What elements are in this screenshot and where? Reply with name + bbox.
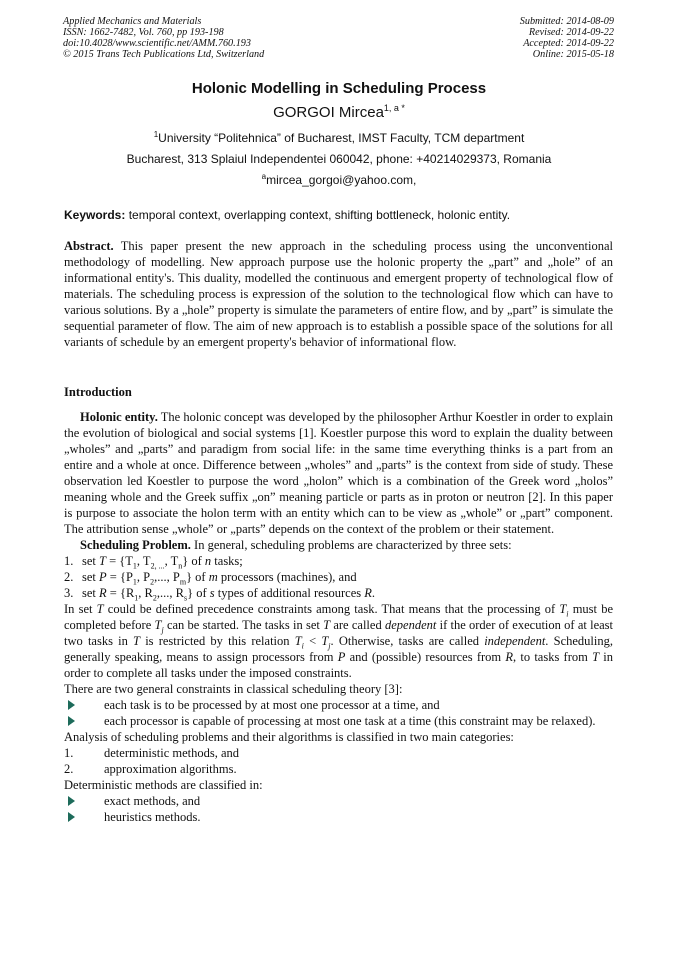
set-var: P <box>99 570 107 584</box>
constraint-text: each task is to be processed by at most one processor at a time, and <box>104 698 440 712</box>
para-text: if the order of execution of at least two tasks in <box>64 618 614 648</box>
set-text: } of <box>186 570 209 584</box>
period: . <box>371 586 376 600</box>
para-text: can be started. The tasks in set <box>163 618 324 632</box>
author-email: mircea_gorgoi@yahoo.com, <box>266 173 417 187</box>
set-text: , T <box>136 554 151 568</box>
deterministic-line: Deterministic methods are classified in: <box>64 778 263 792</box>
holonic-label: Holonic entity. <box>80 410 158 424</box>
set-text: = {T <box>105 554 133 568</box>
math-var: T <box>323 618 331 632</box>
journal-name: Applied Mechanics and Materials <box>63 16 202 27</box>
emphasis: dependent <box>384 618 437 632</box>
journal-header-left <box>63 16 264 60</box>
author-sup: 1, a * <box>383 103 405 113</box>
set-item-3 <box>64 585 613 601</box>
para-text: must be completed before <box>64 602 613 632</box>
list-number: 2. <box>64 762 74 776</box>
triangle-bullet-icon <box>68 812 75 822</box>
paper-title: Holonic Modelling in Scheduling Process <box>191 80 487 97</box>
list-number: 1. <box>64 746 74 760</box>
set-item-1 <box>64 553 613 569</box>
math-var: T <box>154 618 162 632</box>
math-var: T <box>133 634 140 648</box>
set-var: T <box>99 554 106 568</box>
holonic-text: The holonic concept was developed by the philosopher Arthur Koestler in order to explain the evolution of biological and social systems [1]. Koestler purpose this word to explain the duality between „wholes” and „parts” and paradigm from social life: in the same time everything thinks is a part from an entire and a whole at once. Difference between „wholes” and „parts” is the context from side of study. These observation led Koestler to purpose the word „holon” which is a combination of the Greek word „holos” meaning whole and the Greek suffix „on” meaning particle or parts as in proton or neutron [2]. In this paper is purpose to associate the holon term with an entity which can to be view as „whole” or „part” component. The attribution sense „whole” or „parts” depends on the context of the problem or their statement. <box>64 410 613 536</box>
date-revised: Revised: 2014-09-22 <box>528 27 614 38</box>
math-sub: j <box>328 641 331 651</box>
math-var: T <box>96 602 104 616</box>
set-text: processors (machines), and <box>217 570 357 584</box>
keywords <box>64 208 616 222</box>
category-item-2 <box>64 761 613 777</box>
holonic-paragraph <box>64 409 613 537</box>
set-sub: 1 <box>134 593 139 603</box>
constraint-text: each processor is capable of processing at most one task at a time (this constraint may be relaxed). <box>104 714 596 728</box>
math-var: T <box>294 634 302 648</box>
scheduling-label: Scheduling Problem. <box>80 538 191 552</box>
abstract-text: This paper present the new approach in the scheduling process using the unconventional methodology of modelling. New approach purpose use the holonic property the „part” and „hole” of an informational entity's. This duality, modelled the continuous and emergent property of technological flow of materials. The scheduling process is expression of the solution to the technological flow which can have to various solutions. By a „hole” property is simulate the parameters of entire flow, and by „part” is simulate the sequential parameter of flow. The aim of new approach is to establish a possible space of the solutions for all variants of schedule by an emergent property's behavior of informational flow. <box>64 239 613 349</box>
date-submitted: Submitted: 2014-08-09 <box>519 16 614 27</box>
category-text: approximation algorithms. <box>104 762 237 776</box>
triangle-bullet-icon <box>68 700 75 710</box>
journal-copyright: © 2015 Trans Tech Publications Ltd, Switzerland <box>63 49 265 60</box>
set-text: , R <box>138 586 153 600</box>
affiliation-sup: 1 <box>153 130 159 139</box>
set-sub: s <box>183 593 188 603</box>
para-text: is restricted by this relation <box>140 634 295 648</box>
affiliation-line-1 <box>0 131 678 145</box>
set-var: R <box>99 586 107 600</box>
constraints-intro: There are two general constraints in classical scheduling theory [3]: <box>64 682 403 696</box>
math-var: T <box>592 650 600 664</box>
set-text: = {P <box>106 570 133 584</box>
math-var: T <box>321 634 329 648</box>
set-sub: 1 <box>132 577 137 587</box>
email-sup: a <box>261 172 267 181</box>
set-count: s <box>209 586 215 600</box>
para-text: are called <box>330 618 385 632</box>
affiliation-text-1: University “Politehnica” of Bucharest, IMST Faculty, TCM department <box>158 131 525 145</box>
set-sub: 1 <box>132 561 137 571</box>
constraint-item-1 <box>64 697 613 713</box>
abstract-label: Abstract. <box>64 239 114 253</box>
set-item-2 <box>64 569 613 585</box>
constraint-item-2 <box>64 713 613 729</box>
set-text: set <box>82 570 100 584</box>
set-sub: m <box>179 577 187 587</box>
set-text: ,..., R <box>156 586 184 600</box>
keywords-text: temporal context, overlapping context, shifting bottleneck, holonic entity. <box>125 208 511 222</box>
set-sub: 2 <box>152 593 157 603</box>
keywords-label: Keywords: <box>64 208 126 222</box>
abstract-paragraph <box>64 238 613 350</box>
date-accepted: Accepted: 2014-09-22 <box>523 38 614 49</box>
set-sub: 2, ... <box>150 561 165 571</box>
list-number: 1. <box>64 554 74 568</box>
set-text: , P <box>136 570 151 584</box>
math-var: R <box>505 650 513 664</box>
journal-issn: ISSN: 1662-7482, Vol. 760, pp 193-198 <box>63 27 224 38</box>
affiliation-line-2: Bucharest, 313 Splaiul Independentei 060042, phone: +40214029373, Romania <box>126 152 552 166</box>
triangle-bullet-icon <box>68 796 75 806</box>
triangle-bullet-icon <box>68 716 75 726</box>
list-number: 2. <box>64 570 74 584</box>
math-sub: i <box>566 609 569 619</box>
method-item-2 <box>64 809 613 825</box>
precedence-paragraph <box>64 601 613 681</box>
method-text: heuristics methods. <box>104 810 201 824</box>
set-count: m <box>208 570 218 584</box>
para-text: and (possible) resources from <box>345 650 506 664</box>
author-name: GORGOI Mircea <box>273 104 384 121</box>
set-count: n <box>204 554 212 568</box>
introduction-heading: Introduction <box>64 385 132 399</box>
set-text: tasks; <box>211 554 243 568</box>
para-text: In set <box>64 602 97 616</box>
list-number: 3. <box>64 586 74 600</box>
analysis-line: Analysis of scheduling problems and their algorithms is classified in two main categories: <box>64 730 514 744</box>
set-var: R <box>364 586 372 600</box>
set-text: types of additional resources <box>214 586 365 600</box>
date-online: Online: 2015-05-18 <box>532 49 614 60</box>
math-sub: j <box>161 625 164 635</box>
set-sub: 2 <box>150 577 155 587</box>
para-text: , to tasks from <box>513 650 593 664</box>
category-item-1 <box>64 745 613 761</box>
emphasis: independent <box>484 634 546 648</box>
math-var: P <box>337 650 346 664</box>
set-sub: n <box>178 561 183 571</box>
para-text: . Otherwise, tasks are called <box>330 634 485 648</box>
category-text: deterministic methods, and <box>104 746 240 760</box>
para-text: in order to complete all tasks under the imposed constraints. <box>64 650 614 680</box>
set-text: set <box>82 554 100 568</box>
scheduling-paragraph <box>64 537 613 553</box>
math-sub: i <box>301 641 304 651</box>
method-text: exact methods, and <box>104 794 201 808</box>
set-text: ,..., P <box>154 570 180 584</box>
set-text: } of <box>187 586 210 600</box>
set-text: = {R <box>106 586 135 600</box>
introduction-section <box>64 384 613 825</box>
scheduling-text: In general, scheduling problems are characterized by three sets: <box>190 538 512 552</box>
set-text: } of <box>182 554 205 568</box>
method-item-1 <box>64 793 613 809</box>
set-text: , T <box>164 554 179 568</box>
journal-header-right <box>520 16 614 60</box>
abstract <box>64 238 613 350</box>
para-text: could be defined precedence constraints among task. That means that the processing of <box>103 602 560 616</box>
author-line <box>0 104 678 121</box>
math-var: T <box>559 602 567 616</box>
author-email-line <box>0 173 678 187</box>
set-text: set <box>82 586 100 600</box>
journal-doi: doi:10.4028/www.scientific.net/AMM.760.193 <box>63 38 251 49</box>
para-text: < <box>303 634 322 648</box>
para-text: . Scheduling, generally speaking, means to assign processors from <box>64 634 613 664</box>
